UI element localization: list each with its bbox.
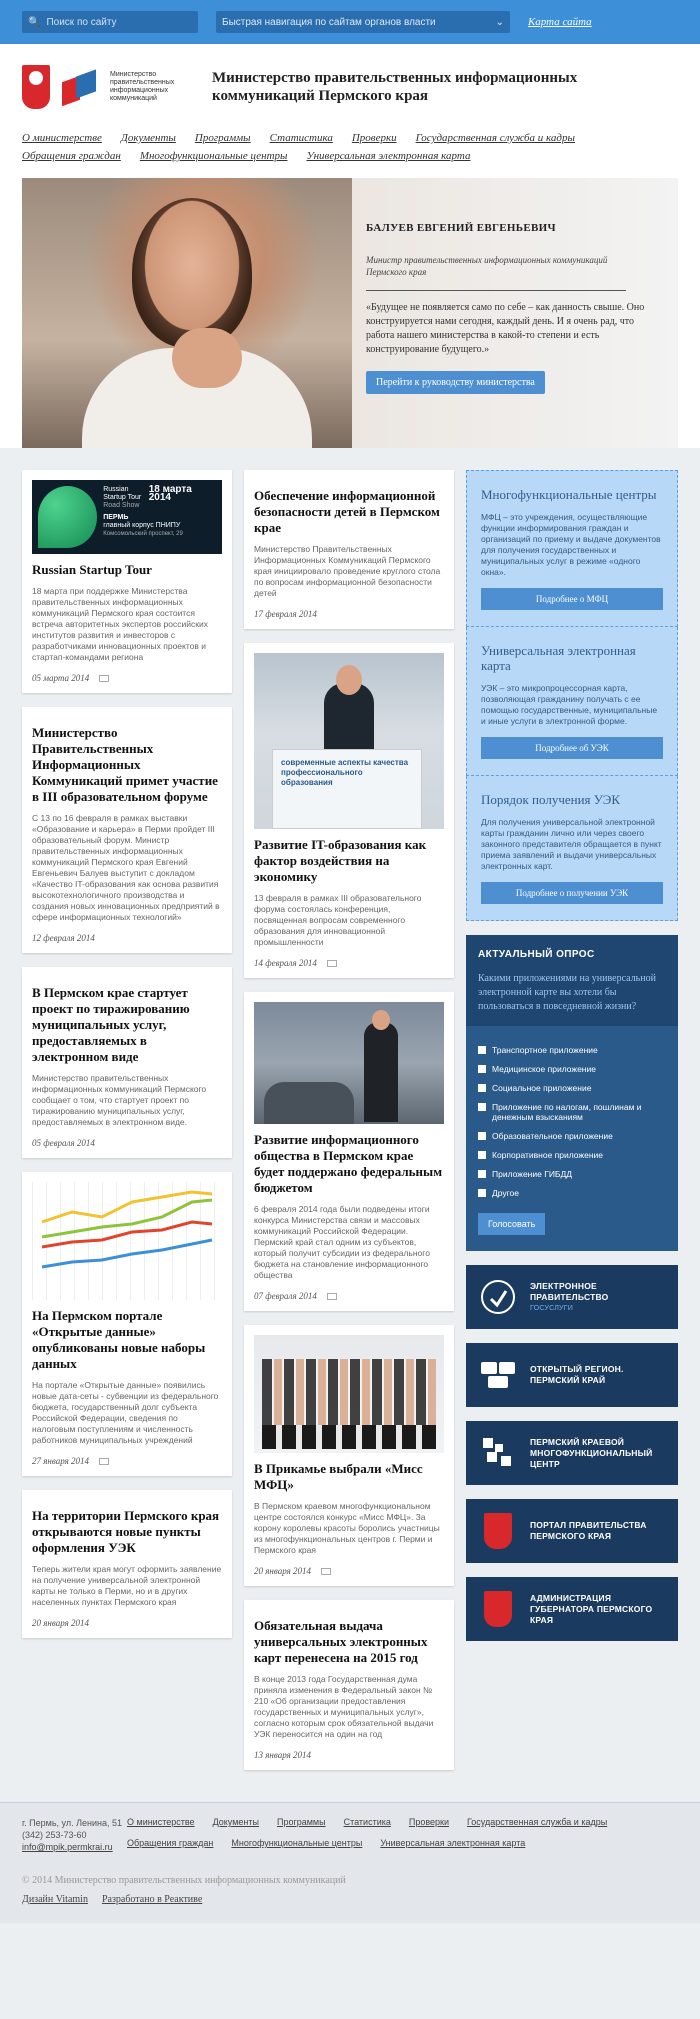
footer-link[interactable]: Документы: [212, 1817, 259, 1827]
menu-item-mfc[interactable]: Многофункциональные центры: [139, 150, 288, 162]
mail-icon[interactable]: [327, 960, 337, 967]
open-region-link[interactable]: [466, 1343, 678, 1407]
tile-label: ОТКРЫТЫЙ РЕГИОН. ПЕРМСКИЙ КРАЙ: [530, 1364, 624, 1385]
news-date: 05 февраля 2014: [32, 1138, 95, 1148]
poll-option-label: Другое: [492, 1188, 520, 1198]
info-block-mfc: [466, 470, 678, 627]
footer-email[interactable]: info@mpik.permkrai.ru: [22, 1842, 113, 1852]
footer-phone: (342) 253-73-60: [22, 1830, 87, 1840]
search-input[interactable]: [46, 17, 192, 28]
copyright: © 2014 Министерство правительственных информационных коммуникаций: [22, 1875, 346, 1886]
banner-sub: Road Show: [103, 502, 140, 509]
news-text: Министерство Правительственных Информационных Коммуникаций Пермского края инициировало проведение круглого стола по вопросам информационной безопасности детей: [254, 544, 441, 598]
info-block-uec-order: [466, 776, 678, 921]
tile-label: ЭЛЕКТРОННОЕ ПРАВИТЕЛЬСТВО: [530, 1280, 609, 1302]
news-date: 27 января 2014: [32, 1456, 90, 1466]
news-date: 12 февраля 2014: [32, 933, 95, 943]
news-title[interactable]: Министерство Правительственных Информационных Коммуникаций примет участие в III образовательном форуме: [32, 725, 218, 804]
minister-quote: «Будущее не появляется само по себе – как данность свыше. Оно конструируется нами сегодня, каждый день. И я очень рад, что работа нашего министерства в какой-то степени и есть конструирование будущего.»: [366, 302, 645, 355]
poll-question: Какими приложениями на универсальной электронной карте вы хотели бы пользоваться в повседневной жизни?: [478, 973, 656, 1012]
menu-item-civil-service[interactable]: Государственная служба и кадры: [415, 132, 575, 144]
conference-photo: [254, 653, 444, 829]
footer-link[interactable]: Проверки: [408, 1817, 450, 1827]
minister-info: [366, 222, 646, 394]
more-uec-order-button[interactable]: Подробнее о получении УЭК: [481, 882, 663, 904]
poll-option-label: Социальное приложение: [492, 1083, 592, 1093]
poll-option-label: Медицинское приложение: [492, 1064, 596, 1074]
menu-item-statistics[interactable]: Статистика: [269, 132, 333, 144]
footer-menu: [127, 1817, 667, 1853]
news-column-2: [244, 470, 454, 1770]
miss-mfc-photo: [254, 1335, 444, 1453]
mail-icon[interactable]: [327, 1293, 337, 1300]
news-date: 20 января 2014: [254, 1566, 312, 1576]
banner-address: Комсомольский проспект, 29: [103, 531, 183, 537]
coat-icon: [480, 1591, 516, 1627]
news-text: 13 февраля в рамках III образовательного форума состоялась конференция, посвященная вопросам современного образования для инновационной промышленности: [254, 893, 422, 947]
footer-link[interactable]: Статистика: [343, 1817, 391, 1827]
tile-label: ПЕРМСКИЙ КРАЕВОЙ МНОГОФУНКЦИОНАЛЬНЫЙ ЦЕНТР: [530, 1436, 653, 1469]
news-card[interactable]: [244, 643, 454, 978]
chevron-down-icon: ⌄: [495, 16, 504, 28]
news-text: В Пермском краевом многофункциональном центре состоялся конкурс «Мисс МФЦ». За корону королевы красоты боролись участницы из многофункциональных центров г. Перми и Пермского края: [254, 1501, 440, 1555]
news-date: 05 марта 2014: [32, 673, 90, 683]
coat-icon: [480, 1513, 516, 1549]
footer-link[interactable]: Обращения граждан: [127, 1838, 214, 1848]
mfc-link[interactable]: [466, 1421, 678, 1485]
main-content: [0, 448, 700, 1802]
footer-link[interactable]: Программы: [276, 1817, 326, 1827]
news-date: 13 января 2014: [254, 1750, 312, 1760]
news-card[interactable]: [22, 1490, 232, 1638]
news-card[interactable]: [22, 967, 232, 1158]
footer-link[interactable]: Многофункциональные центры: [231, 1838, 363, 1848]
footer-link[interactable]: Универсальная электронная карта: [380, 1838, 526, 1848]
poll-option[interactable]: [478, 1083, 666, 1093]
checkbox[interactable]: [478, 1065, 486, 1073]
chart-illustration: [32, 1182, 222, 1300]
checkbox[interactable]: [478, 1103, 486, 1111]
info-block-uec: [466, 627, 678, 776]
ministry-logo-icon: [62, 69, 98, 105]
footer: [0, 1802, 700, 1923]
tile-label: АДМИНИСТРАЦИЯ ГУБЕРНАТОРА ПЕРМСКОГО КРАЯ: [530, 1592, 653, 1625]
news-title[interactable]: В Прикамье выбрали «Мисс МФЦ»: [254, 1461, 423, 1492]
news-card[interactable]: [244, 1600, 454, 1770]
news-title[interactable]: Russian Startup Tour: [32, 562, 152, 577]
tile-label: ПОРТАЛ ПРАВИТЕЛЬСТВА ПЕРМСКОГО КРАЯ: [530, 1520, 647, 1541]
info-block-title[interactable]: Порядок получения УЭК: [481, 792, 621, 807]
more-mfc-button[interactable]: Подробнее о МФЦ: [481, 588, 663, 610]
news-text: 18 марта при поддержке Министерства правительственных информационных коммуникаций Пермского края состоится встреча авторитетных экспертов российских институтов развития и инвесторов с разработчиками инновационных проектов и стартап-командами региона: [32, 586, 208, 662]
startup-tour-banner: [32, 480, 222, 554]
minister-photo: [22, 178, 352, 448]
info-block-text: Для получения универсальной электронной карты гражданин лично или через своего законного представителя обращается в пункт приема заявлений и выдачи универсальных электронных карт.: [481, 817, 662, 871]
news-date: 20 января 2014: [32, 1618, 90, 1628]
news-title[interactable]: Развитие IT-образования как фактор воздействия на экономику: [254, 837, 427, 884]
news-card[interactable]: [244, 470, 454, 629]
government-portal-link[interactable]: [466, 1499, 678, 1563]
news-title[interactable]: На Пермском портале «Открытые данные» опубликованы новые наборы данных: [32, 1308, 206, 1371]
poll-option[interactable]: [478, 1188, 666, 1198]
menu-item-programs[interactable]: Программы: [194, 132, 251, 144]
minister-name: БАЛУЕВ ЕВГЕНИЙ ЕВГЕНЬЕВИЧ: [366, 222, 556, 234]
poll-option-label: Корпоративное приложение: [492, 1150, 604, 1160]
chat-icon: [480, 1357, 516, 1393]
design-credit-link[interactable]: Дизайн Vitamin: [22, 1894, 88, 1905]
checkbox[interactable]: [478, 1170, 486, 1178]
news-card[interactable]: [22, 1172, 232, 1476]
leadership-button[interactable]: Перейти к руководству министерства: [366, 371, 545, 394]
news-title[interactable]: Обеспечение информационной безопасности детей в Пермском крае: [254, 488, 440, 535]
poll-option-label: Транспортное приложение: [492, 1045, 598, 1055]
stand-text: современные аспекты качества профессионального образования: [281, 758, 409, 787]
footer-link[interactable]: Государственная служба и кадры: [467, 1817, 608, 1827]
mail-icon[interactable]: [99, 675, 109, 682]
news-column-1: [22, 470, 232, 1770]
mfc-icon: [480, 1435, 516, 1471]
search-icon: 🔍: [28, 16, 41, 28]
news-date: 07 февраля 2014: [254, 1291, 317, 1301]
quick-nav-label: Быстрая навигация по сайтам органов власти: [222, 16, 436, 28]
main-menu: [22, 116, 678, 178]
menu-item-uec[interactable]: Универсальная электронная карта: [306, 150, 471, 162]
poll-option[interactable]: [478, 1131, 666, 1141]
tile-sub: ГОСУСЛУГИ: [530, 1303, 574, 1312]
poll-option[interactable]: [478, 1102, 666, 1122]
news-text: Теперь жители края могут оформить заявление на получение универсальной электронной карты не только в Перми, но и в других населенных пунктах Пермского края: [32, 1564, 222, 1607]
checkbox[interactable]: [478, 1151, 486, 1159]
info-block-text: УЭК – это микропроцессорная карта, позволяющая гражданину получать с ее помощью государственные, муниципальные и иные услуги в электронной форме.: [481, 683, 658, 726]
news-text: На портале «Открытые данные» появились новые дата-сеты - субвенции из федерального бюджета, государственный долг субъекта Российской Федерации, сведения по налоговым поступлениям и численность работников муниципальных учреждений: [32, 1380, 219, 1445]
header: [0, 44, 700, 178]
poll-option-label: Приложение по налогам, пошлинам и денежным взысканиям: [492, 1102, 642, 1122]
dev-credit-link[interactable]: Разработано в Реактиве: [101, 1894, 203, 1905]
banner-date: 18 марта 2014: [148, 484, 192, 503]
news-date: 17 февраля 2014: [254, 609, 317, 619]
menu-item-inspections[interactable]: Проверки: [351, 132, 397, 144]
poll-title: АКТУАЛЬНЫЙ ОПРОС: [478, 949, 595, 960]
news-title[interactable]: На территории Пермского края открываются новые пункты оформления УЭК: [32, 1508, 220, 1555]
site-title-line1: Министерство правительственных информационных: [212, 70, 578, 86]
contacts: [22, 1817, 127, 1853]
more-uec-button[interactable]: Подробнее об УЭК: [481, 737, 663, 759]
minister-role: Министр правительственных информационных коммуникаций Пермского края: [366, 255, 608, 277]
logo-text: Министерство правительственных информационных коммуникаций: [110, 71, 175, 102]
poll-options: [466, 1026, 678, 1251]
sidebar: [466, 470, 678, 1770]
minister-banner: [22, 178, 678, 448]
banner-place: главный корпус ПНИПУ: [103, 522, 181, 529]
site-title[interactable]: [212, 69, 577, 105]
quick-nav-select[interactable]: [216, 11, 510, 33]
banner-title: Russian Startup Tour: [103, 486, 142, 501]
credits: [22, 1894, 678, 1905]
search-box[interactable]: [22, 11, 198, 33]
banner-city: ПЕРМЬ: [103, 514, 129, 521]
vote-button[interactable]: Голосовать: [478, 1213, 545, 1235]
checkbox[interactable]: [478, 1084, 486, 1092]
coat-of-arms-icon: [22, 65, 50, 109]
mail-icon[interactable]: [99, 1458, 109, 1465]
news-date: 14 февраля 2014: [254, 958, 317, 968]
menu-item-documents[interactable]: Документы: [120, 132, 176, 144]
news-card[interactable]: [244, 1325, 454, 1586]
governor-admin-link[interactable]: [466, 1577, 678, 1641]
poll-option[interactable]: [478, 1064, 666, 1074]
egov-link[interactable]: [466, 1265, 678, 1329]
mail-icon[interactable]: [321, 1568, 331, 1575]
egov-icon: [480, 1279, 516, 1315]
meeting-photo: [254, 1002, 444, 1124]
poll-option-label: Образовательное приложение: [492, 1131, 613, 1141]
checkbox[interactable]: [478, 1132, 486, 1140]
divider: [366, 290, 626, 291]
info-block-text: МФЦ – это учреждения, осуществляющие функции информирования граждан и организаций по приему и выдаче документов для получения государственных и муниципальных услуг в режиме «одного окна».: [481, 512, 661, 577]
checkbox[interactable]: [478, 1189, 486, 1197]
news-title[interactable]: В Пермском крае стартует проект по тиражированию муниципальных услуг, предоставляемых в электронном виде: [32, 985, 190, 1064]
top-bar: [0, 0, 700, 44]
map-pin-icon: [38, 486, 97, 548]
footer-link[interactable]: О министерстве: [127, 1817, 195, 1827]
news-card[interactable]: [22, 470, 232, 693]
site-title-line2: коммуникаций Пермского края: [212, 88, 429, 104]
poll-option[interactable]: [478, 1150, 666, 1160]
news-text: 6 февраля 2014 года были подведены итоги конкурса Министерства связи и массовых коммуникаций Российской Федерации. Пермский край стал одним из субъектов, который получит субсидии из федерального бюджета на становление информационного общества: [254, 1204, 430, 1280]
menu-item-about[interactable]: О министерстве: [22, 132, 102, 144]
info-block-title[interactable]: Универсальная электронная карта: [481, 643, 636, 673]
news-text: В конце 2013 года Государственная дума приняла изменения в Федеральный закон № 210 «Об организации предоставления государственных и муниципальных услуг», согласно которым срок обязательной выдачи УЭК переносится на один на год: [254, 1674, 434, 1739]
news-text: Министерство правительственных информационных коммуникаций Пермского сообщает о том, что стартует проект по тиражированию муниципальных услуг, предоставляемых в электронном виде.: [32, 1073, 207, 1127]
poll-option[interactable]: [478, 1169, 666, 1179]
poll: [466, 935, 678, 1251]
brand: [22, 58, 678, 116]
news-text: С 13 по 16 февраля в рамках выставки «Образование и карьера» в Перми пройдет III образовательный форум. Министр правительственных информационных коммуникаций Пермского края Евгений Евгеньевич Балуев выступит с докладом «Качество IT-образования как основа развития высокотехнологичного производства и создания новых инновационных предприятий в сфере информационных технологий»: [32, 813, 220, 922]
checkbox[interactable]: [478, 1046, 486, 1054]
info-blocks: [466, 470, 678, 921]
poll-option[interactable]: [478, 1045, 666, 1055]
sitemap-link[interactable]: Карта сайта: [528, 16, 592, 28]
menu-item-appeals[interactable]: Обращения граждан: [22, 150, 121, 162]
news-title[interactable]: Развитие информационного общества в Пермском крае будет поддержано федеральным бюджетом: [254, 1132, 443, 1195]
line-chart-image: [32, 1182, 222, 1300]
footer-address: г. Пермь, ул. Ленина, 51: [22, 1818, 122, 1828]
info-block-title[interactable]: Многофункциональные центры: [481, 487, 657, 502]
poll-option-label: Приложение ГИБДД: [492, 1169, 573, 1179]
news-card[interactable]: [22, 707, 232, 953]
news-title[interactable]: Обязательная выдача универсальных электронных карт перенесена на 2015 год: [254, 1618, 428, 1665]
news-card[interactable]: [244, 992, 454, 1311]
